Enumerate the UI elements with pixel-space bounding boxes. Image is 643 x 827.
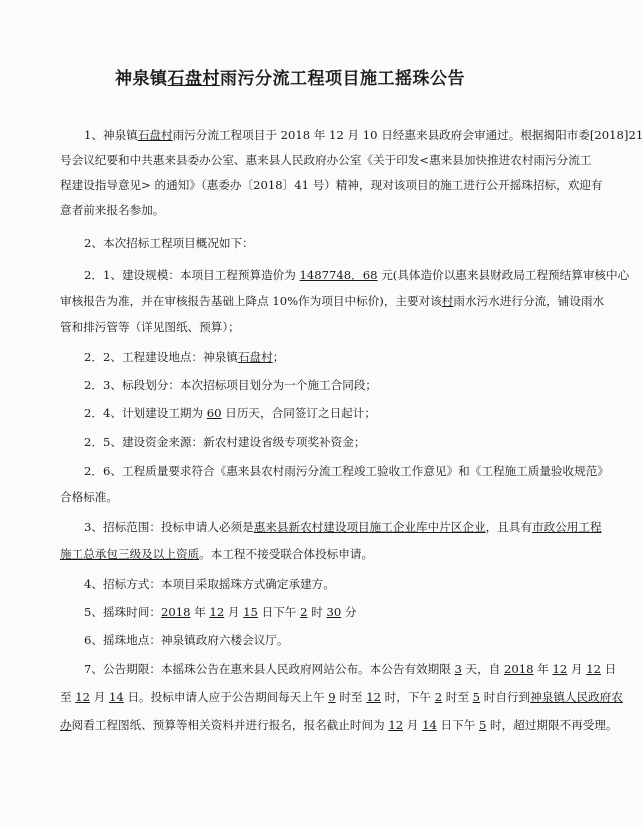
section-4: 4、招标方式：本项目采取摇珠方式确定承建方。: [84, 577, 335, 591]
time-hour: 12: [366, 690, 381, 704]
text: 3、招标范围：投标申请人必须是: [84, 520, 254, 534]
section-2-4: [84, 408, 550, 420]
text: 1、神泉镇: [84, 128, 138, 142]
page-title: [0, 64, 580, 89]
section-2-1-line-1: [84, 268, 630, 282]
section-2-6-line-2: 合格标准。: [60, 490, 118, 504]
section-6: 6、摇珠地点：神泉镇政府六楼会议厅。: [84, 633, 289, 647]
section-2-heading: 2、本次招标工程项目概况如下：: [84, 236, 254, 250]
text: 日下午: [436, 718, 479, 732]
text: 元(具体造价以惠来县财政局工程预结算审核中心: [377, 268, 630, 282]
registration-office: 神泉镇人民政府农: [530, 690, 623, 704]
enterprise-requirement: 惠来县新农村建设项目施工企业库中片区企业: [253, 520, 486, 534]
text: 2．4、计划建设工期为: [84, 406, 207, 420]
date-day: 15: [243, 605, 258, 619]
text: 2．2、工程建设地点：神泉镇: [84, 350, 238, 364]
section-3-line-1: [84, 520, 602, 534]
title-suffix: 雨污分流工程项目施工摇珠公告: [220, 69, 465, 89]
text: 月: [90, 690, 110, 704]
text: 时，超过期限不再受理。: [486, 718, 618, 732]
qualification-requirement: 市政公用工程: [531, 520, 602, 534]
time-hour: 5: [472, 690, 481, 704]
date-month: 12: [209, 605, 225, 619]
section-2-5: 2．5、建设资金来源：新农村建设省级专项奖补资金；: [84, 435, 366, 449]
text: 日下午: [257, 605, 301, 619]
text: 雨水污水进行分流，铺设雨水: [453, 294, 605, 308]
qualification-level: 施工总承包三级及以上资质: [60, 547, 200, 561]
text: 7、公告期限：本摇珠公告在惠来县人民政府网站公布。本公告有效期限: [84, 662, 455, 676]
date-day: 14: [422, 718, 437, 732]
text: 日。投标申请人应于公告期间每天上午: [123, 690, 329, 704]
section-2-2: [84, 352, 550, 364]
text: 年: [190, 605, 210, 619]
date-month: 12: [75, 690, 91, 704]
text: 月: [403, 718, 423, 732]
text: 。本工程不接受联合体投标申请。: [199, 547, 374, 561]
text: 月: [224, 605, 244, 619]
date-month: 12: [388, 718, 404, 732]
text: 时: [307, 605, 327, 619]
section-3-line-2: [60, 549, 550, 561]
text: 时，下午: [380, 690, 435, 704]
date-day: 14: [109, 690, 124, 704]
section-7-line-2: [60, 690, 623, 704]
text: 阅看工程图纸、预算等相关资料并进行报名，报名截止时间为: [71, 718, 389, 732]
time-minute: 30: [326, 605, 342, 619]
section-7-line-3: [60, 718, 618, 732]
duration-days: 60: [206, 406, 222, 420]
text: 2．1、建设规模：本项目工程预算造价为: [84, 268, 300, 282]
text: 天，自: [461, 662, 505, 676]
section-1-line-4: 意者前来报名参加。: [60, 203, 165, 217]
title-village: 石盘村: [167, 69, 220, 89]
time-hour: 5: [478, 718, 487, 732]
date-month: 12: [552, 662, 568, 676]
registration-office: 办: [60, 718, 72, 732]
text: 至: [60, 690, 76, 704]
time-hour: 2: [300, 605, 308, 619]
text: ；: [272, 350, 285, 364]
date-year: 2018: [504, 662, 534, 676]
text: 雨污分流工程项目于 2018 年 12 月 10 日经惠来县政府会审通过。根据揭阳市委[2018]21: [172, 128, 643, 142]
section-1-line-3: 程建设指导意见> 的通知》（惠委办〔2018〕41 号）精神，现对该项目的施工进行公开摇珠招标，欢迎有: [60, 178, 603, 192]
text: 分: [341, 605, 357, 619]
time-hour: 2: [434, 690, 443, 704]
section-2-6-line-1: 2．6、工程质量要求符合《惠来县农村雨污分流工程竣工验收工作意见》和《工程施工质量验收规范》: [84, 464, 609, 478]
section-2-1-line-3: 管和排污管等（详见图纸、预算）；: [60, 320, 240, 334]
valid-days: 3: [454, 662, 462, 676]
text: ，且具有: [485, 520, 532, 534]
village-ref: 村: [441, 294, 454, 308]
village-name: 石盘村: [137, 128, 173, 142]
text: 时至: [442, 690, 473, 704]
section-1-line-2: 号会议纪要和中共惠来县委办公室、惠来县人民政府办公室《关于印发<惠来县加快推进农村雨污分流工: [60, 153, 592, 167]
text: 日: [601, 662, 617, 676]
section-1-line-1: [84, 128, 643, 142]
section-2-1-line-2: [60, 294, 605, 308]
section-2-3: 2．3、标段划分：本次招标项目划分为一个施工合同段；: [84, 378, 378, 392]
section-5: [84, 607, 550, 619]
text: 时自行到: [480, 690, 531, 704]
text: 时至: [335, 690, 367, 704]
date-year: 2018: [160, 605, 191, 619]
text: 月: [567, 662, 587, 676]
text: 日历天，合同签订之日起计；: [221, 406, 376, 420]
text: 5、摇珠时间：: [84, 605, 161, 619]
text: 年: [533, 662, 553, 676]
text: 审核报告为准，并在审核报告基础上降点 10%作为项目中标价)，主要对该: [60, 294, 442, 308]
budget-amount: 1487748．68: [299, 268, 378, 282]
title-prefix: 神泉镇: [115, 69, 168, 89]
time-hour: 9: [328, 690, 336, 704]
date-day: 12: [586, 662, 602, 676]
section-7-line-1: [84, 662, 617, 676]
village-name: 石盘村: [237, 350, 273, 364]
